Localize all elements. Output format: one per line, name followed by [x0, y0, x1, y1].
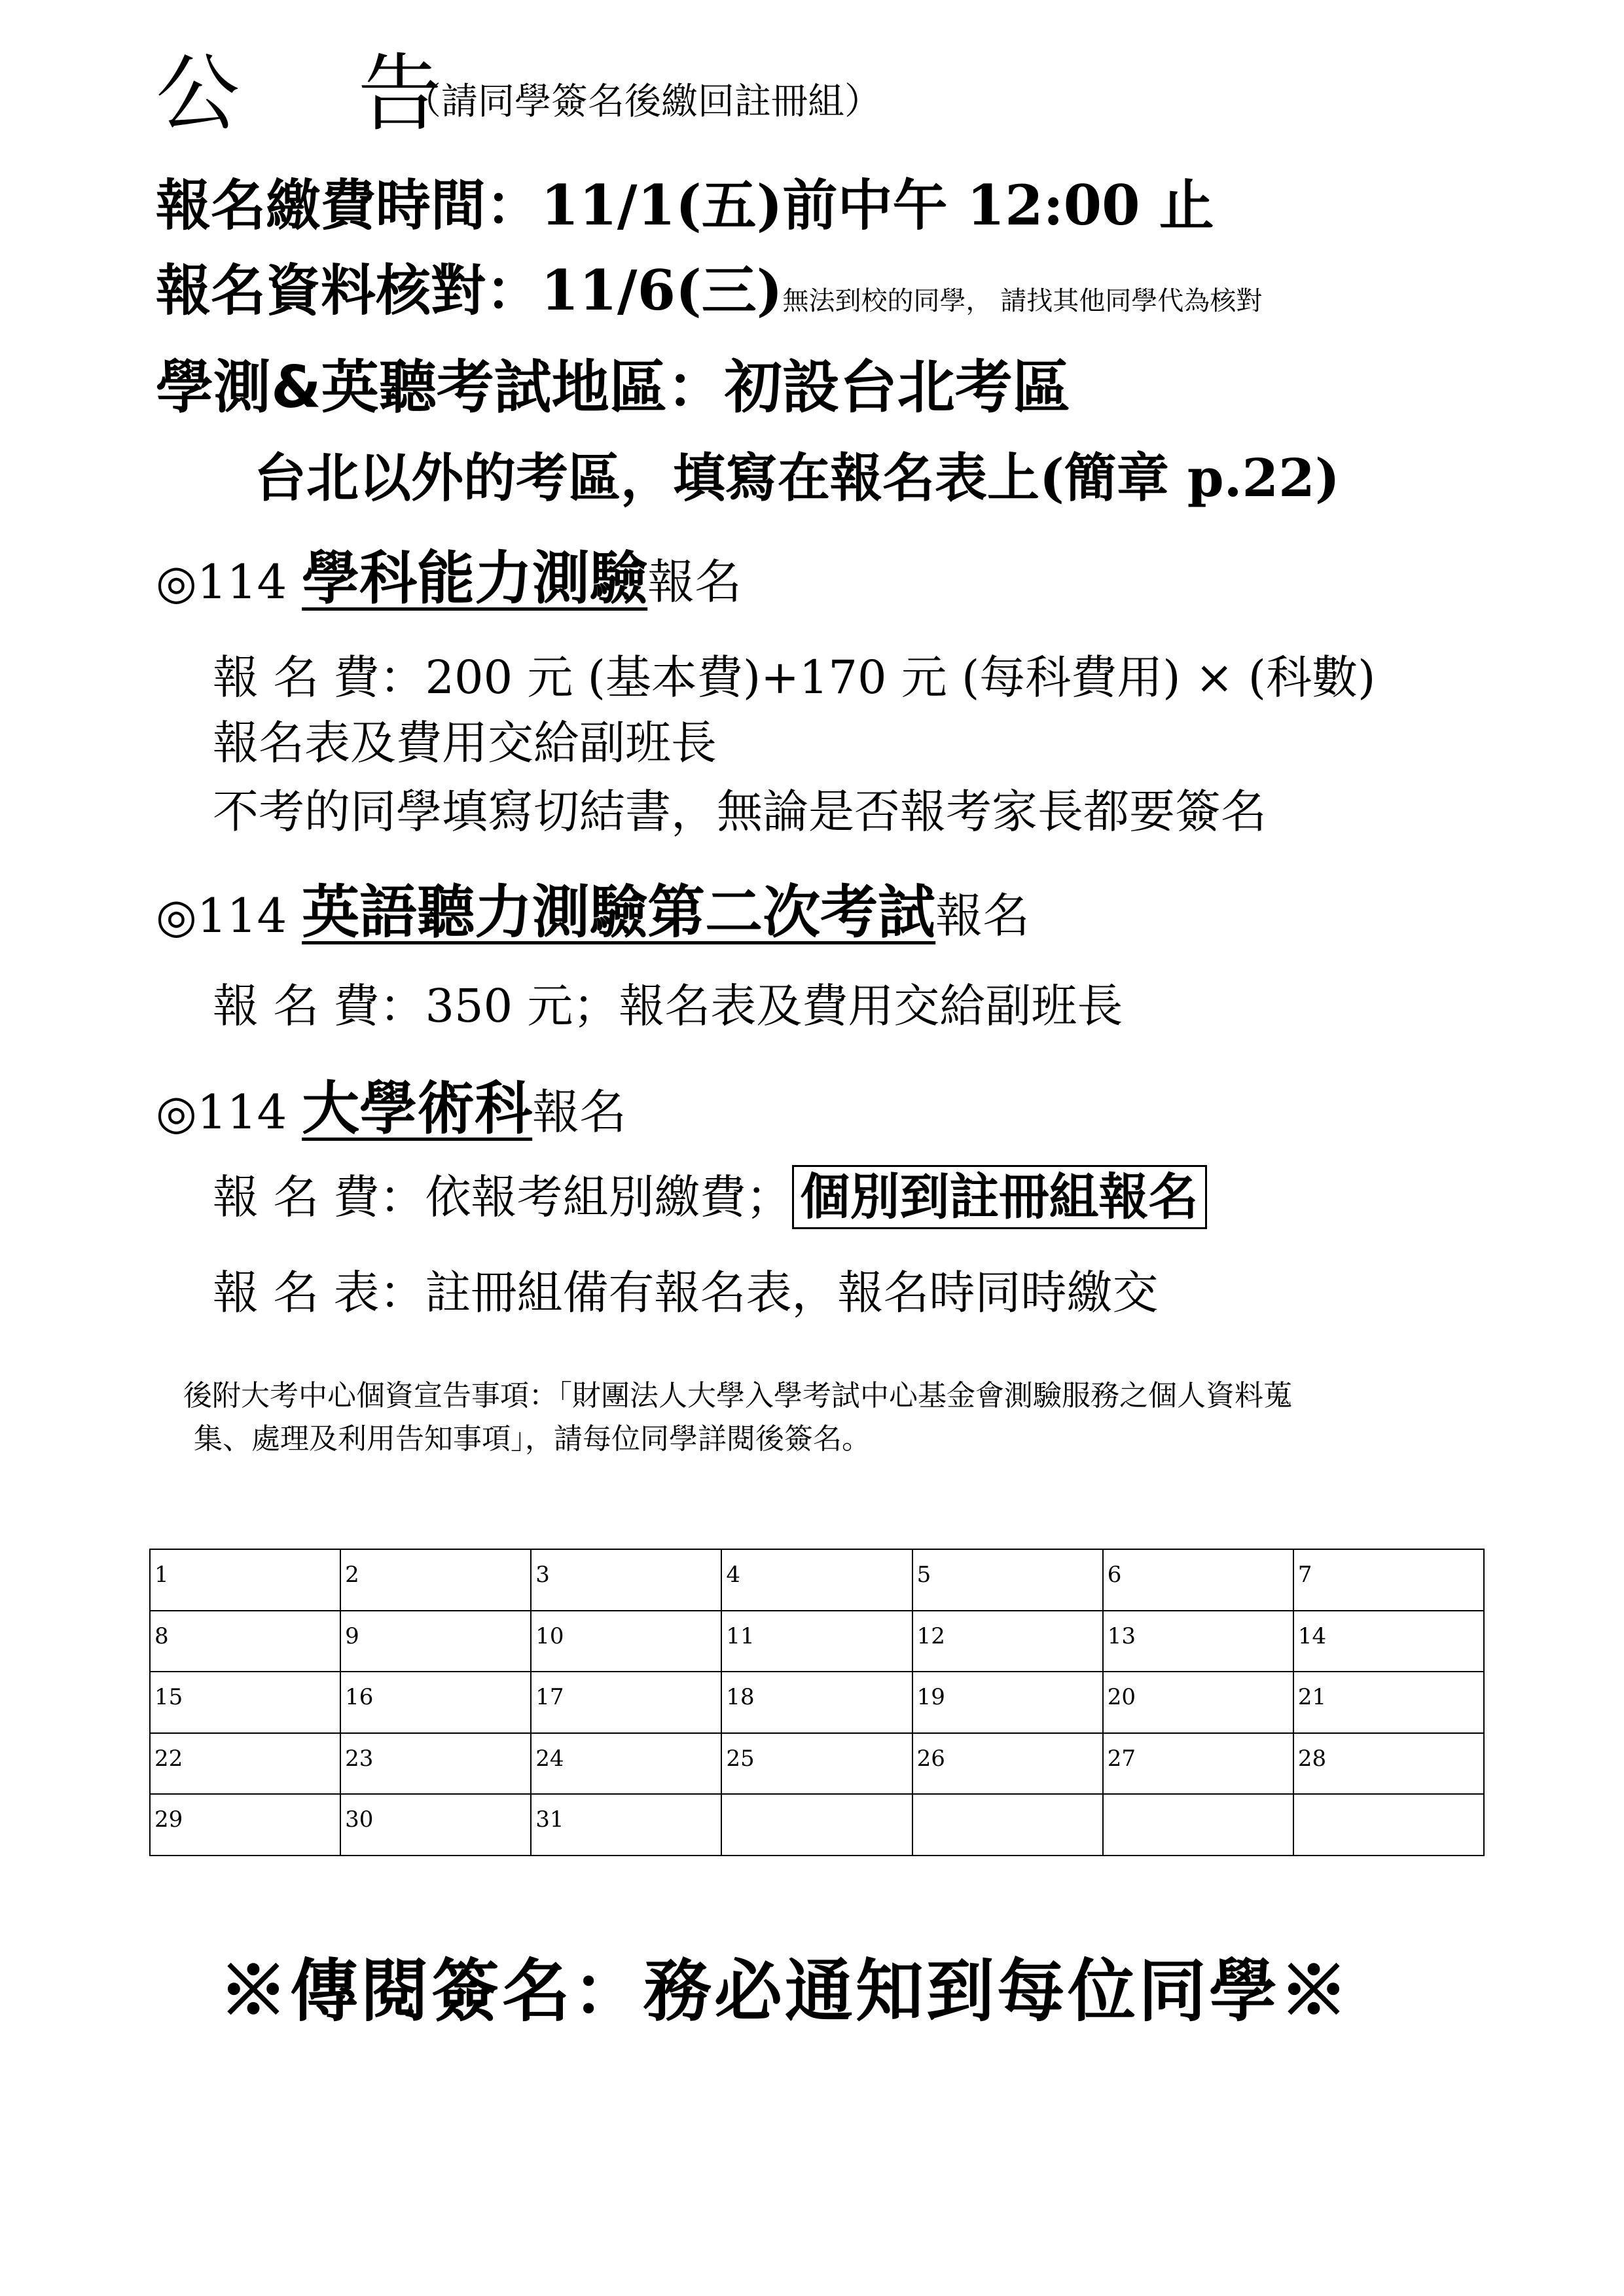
- gsat-waiver-line: 不考的同學填寫切結書，無論是否報考家長都要簽名: [213, 785, 1267, 838]
- signature-cell[interactable]: 22: [150, 1733, 340, 1795]
- table-row: [150, 1611, 1484, 1672]
- table-row: [150, 1549, 1484, 1611]
- signature-cell[interactable]: 1: [150, 1549, 340, 1611]
- verify-note: 無法到校的同學， 請找其他同學代為核對: [782, 286, 1263, 316]
- gsat-fee-line: 報 名 費：200 元 (基本費)+170 元 (每科費用) × (科數): [213, 651, 1376, 704]
- signature-cell[interactable]: 19: [912, 1672, 1103, 1733]
- gsat-submit-line: 報名表及費用交給副班長: [213, 716, 717, 770]
- signature-cell[interactable]: 20: [1103, 1672, 1293, 1733]
- signature-cell[interactable]: 10: [531, 1611, 721, 1672]
- signature-cell[interactable]: 21: [1293, 1672, 1484, 1733]
- payment-label: 報名繳費時間：: [156, 173, 541, 238]
- section-highlight: 大學術科: [302, 1075, 533, 1142]
- signature-cell[interactable]: 17: [531, 1672, 721, 1733]
- exam-area-heading: 學測&英聽考試地區：初設台北考區: [156, 353, 1070, 421]
- arts-fee-line: [213, 1165, 1207, 1229]
- signature-cell[interactable]: 29: [150, 1794, 340, 1856]
- signature-cell[interactable]: [1103, 1794, 1293, 1856]
- exam-area-note: 台北以外的考區，填寫在報名表上(簡章 p.22): [254, 447, 1340, 509]
- signature-cell[interactable]: 12: [912, 1611, 1103, 1672]
- table-row: [150, 1733, 1484, 1795]
- signature-cell[interactable]: 16: [340, 1672, 531, 1733]
- signature-cell[interactable]: 24: [531, 1733, 721, 1795]
- section-gsat-heading: [156, 545, 742, 612]
- section-suffix: 報名: [532, 1085, 627, 1139]
- signature-cell[interactable]: 5: [912, 1549, 1103, 1611]
- section-suffix: 報名: [647, 554, 742, 609]
- section-highlight: 學科能力測驗: [302, 545, 648, 612]
- signature-cell[interactable]: 23: [340, 1733, 531, 1795]
- signature-table: [149, 1549, 1485, 1856]
- signature-cell[interactable]: 18: [721, 1672, 912, 1733]
- notice-title: 公 告: [156, 45, 488, 143]
- signature-cell[interactable]: 2: [340, 1549, 531, 1611]
- signature-cell[interactable]: 14: [1293, 1611, 1484, 1672]
- signature-cell[interactable]: [912, 1794, 1103, 1856]
- payment-value: 11/1(五)前中午 12:00 止: [541, 173, 1214, 238]
- privacy-note: [183, 1374, 1492, 1461]
- circulation-notice: ※傳閱簽名：務必通知到每位同學※: [219, 1950, 1351, 2031]
- arts-fee-text: 報 名 費：依報考組別繳費；: [213, 1170, 792, 1224]
- signature-cell[interactable]: 9: [340, 1611, 531, 1672]
- signature-cell[interactable]: 28: [1293, 1733, 1484, 1795]
- signature-cell[interactable]: 25: [721, 1733, 912, 1795]
- signature-cell[interactable]: 27: [1103, 1733, 1293, 1795]
- payment-deadline: [156, 173, 1214, 238]
- section-arts-heading: [156, 1075, 627, 1142]
- signature-cell[interactable]: 15: [150, 1672, 340, 1733]
- signature-cell[interactable]: 13: [1103, 1611, 1293, 1672]
- signature-cell[interactable]: 3: [531, 1549, 721, 1611]
- signature-cell[interactable]: 30: [340, 1794, 531, 1856]
- signature-cell[interactable]: 4: [721, 1549, 912, 1611]
- signature-cell[interactable]: 31: [531, 1794, 721, 1856]
- notice-subtitle: （請同學簽名後繳回註冊組）: [405, 81, 881, 123]
- signature-cell[interactable]: 6: [1103, 1549, 1293, 1611]
- verify-deadline: [156, 258, 1263, 323]
- privacy-note-line1: 後附大考中心個資宣告事項：「財團法人大學入學考試中心基金會測驗服務之個人資料蒐: [183, 1379, 1292, 1412]
- arts-register-box: 個別到註冊組報名: [792, 1165, 1207, 1229]
- section-suffix: 報名: [935, 888, 1030, 943]
- arts-form-line: 報 名 表：註冊組備有報名表，報名時同時繳交: [213, 1266, 1159, 1319]
- listening-fee-line: 報 名 費：350 元；報名表及費用交給副班長: [213, 979, 1123, 1033]
- signature-cell[interactable]: [721, 1794, 912, 1856]
- table-row: [150, 1794, 1484, 1856]
- section-prefix: ◎114: [156, 1085, 302, 1139]
- signature-cell[interactable]: 26: [912, 1733, 1103, 1795]
- section-highlight: 英語聽力測驗第二次考試: [302, 878, 936, 946]
- section-prefix: ◎114: [156, 888, 302, 943]
- privacy-note-line2: 集、處理及利用告知事項」，請每位同學詳閱後簽名。: [194, 1422, 871, 1456]
- verify-value: 11/6(三): [541, 258, 783, 323]
- section-prefix: ◎114: [156, 554, 302, 609]
- section-listening-heading: [156, 878, 1030, 946]
- verify-label: 報名資料核對：: [156, 259, 541, 323]
- signature-cell[interactable]: 8: [150, 1611, 340, 1672]
- signature-cell[interactable]: 7: [1293, 1549, 1484, 1611]
- signature-cell[interactable]: 11: [721, 1611, 912, 1672]
- signature-cell[interactable]: [1293, 1794, 1484, 1856]
- table-row: [150, 1672, 1484, 1733]
